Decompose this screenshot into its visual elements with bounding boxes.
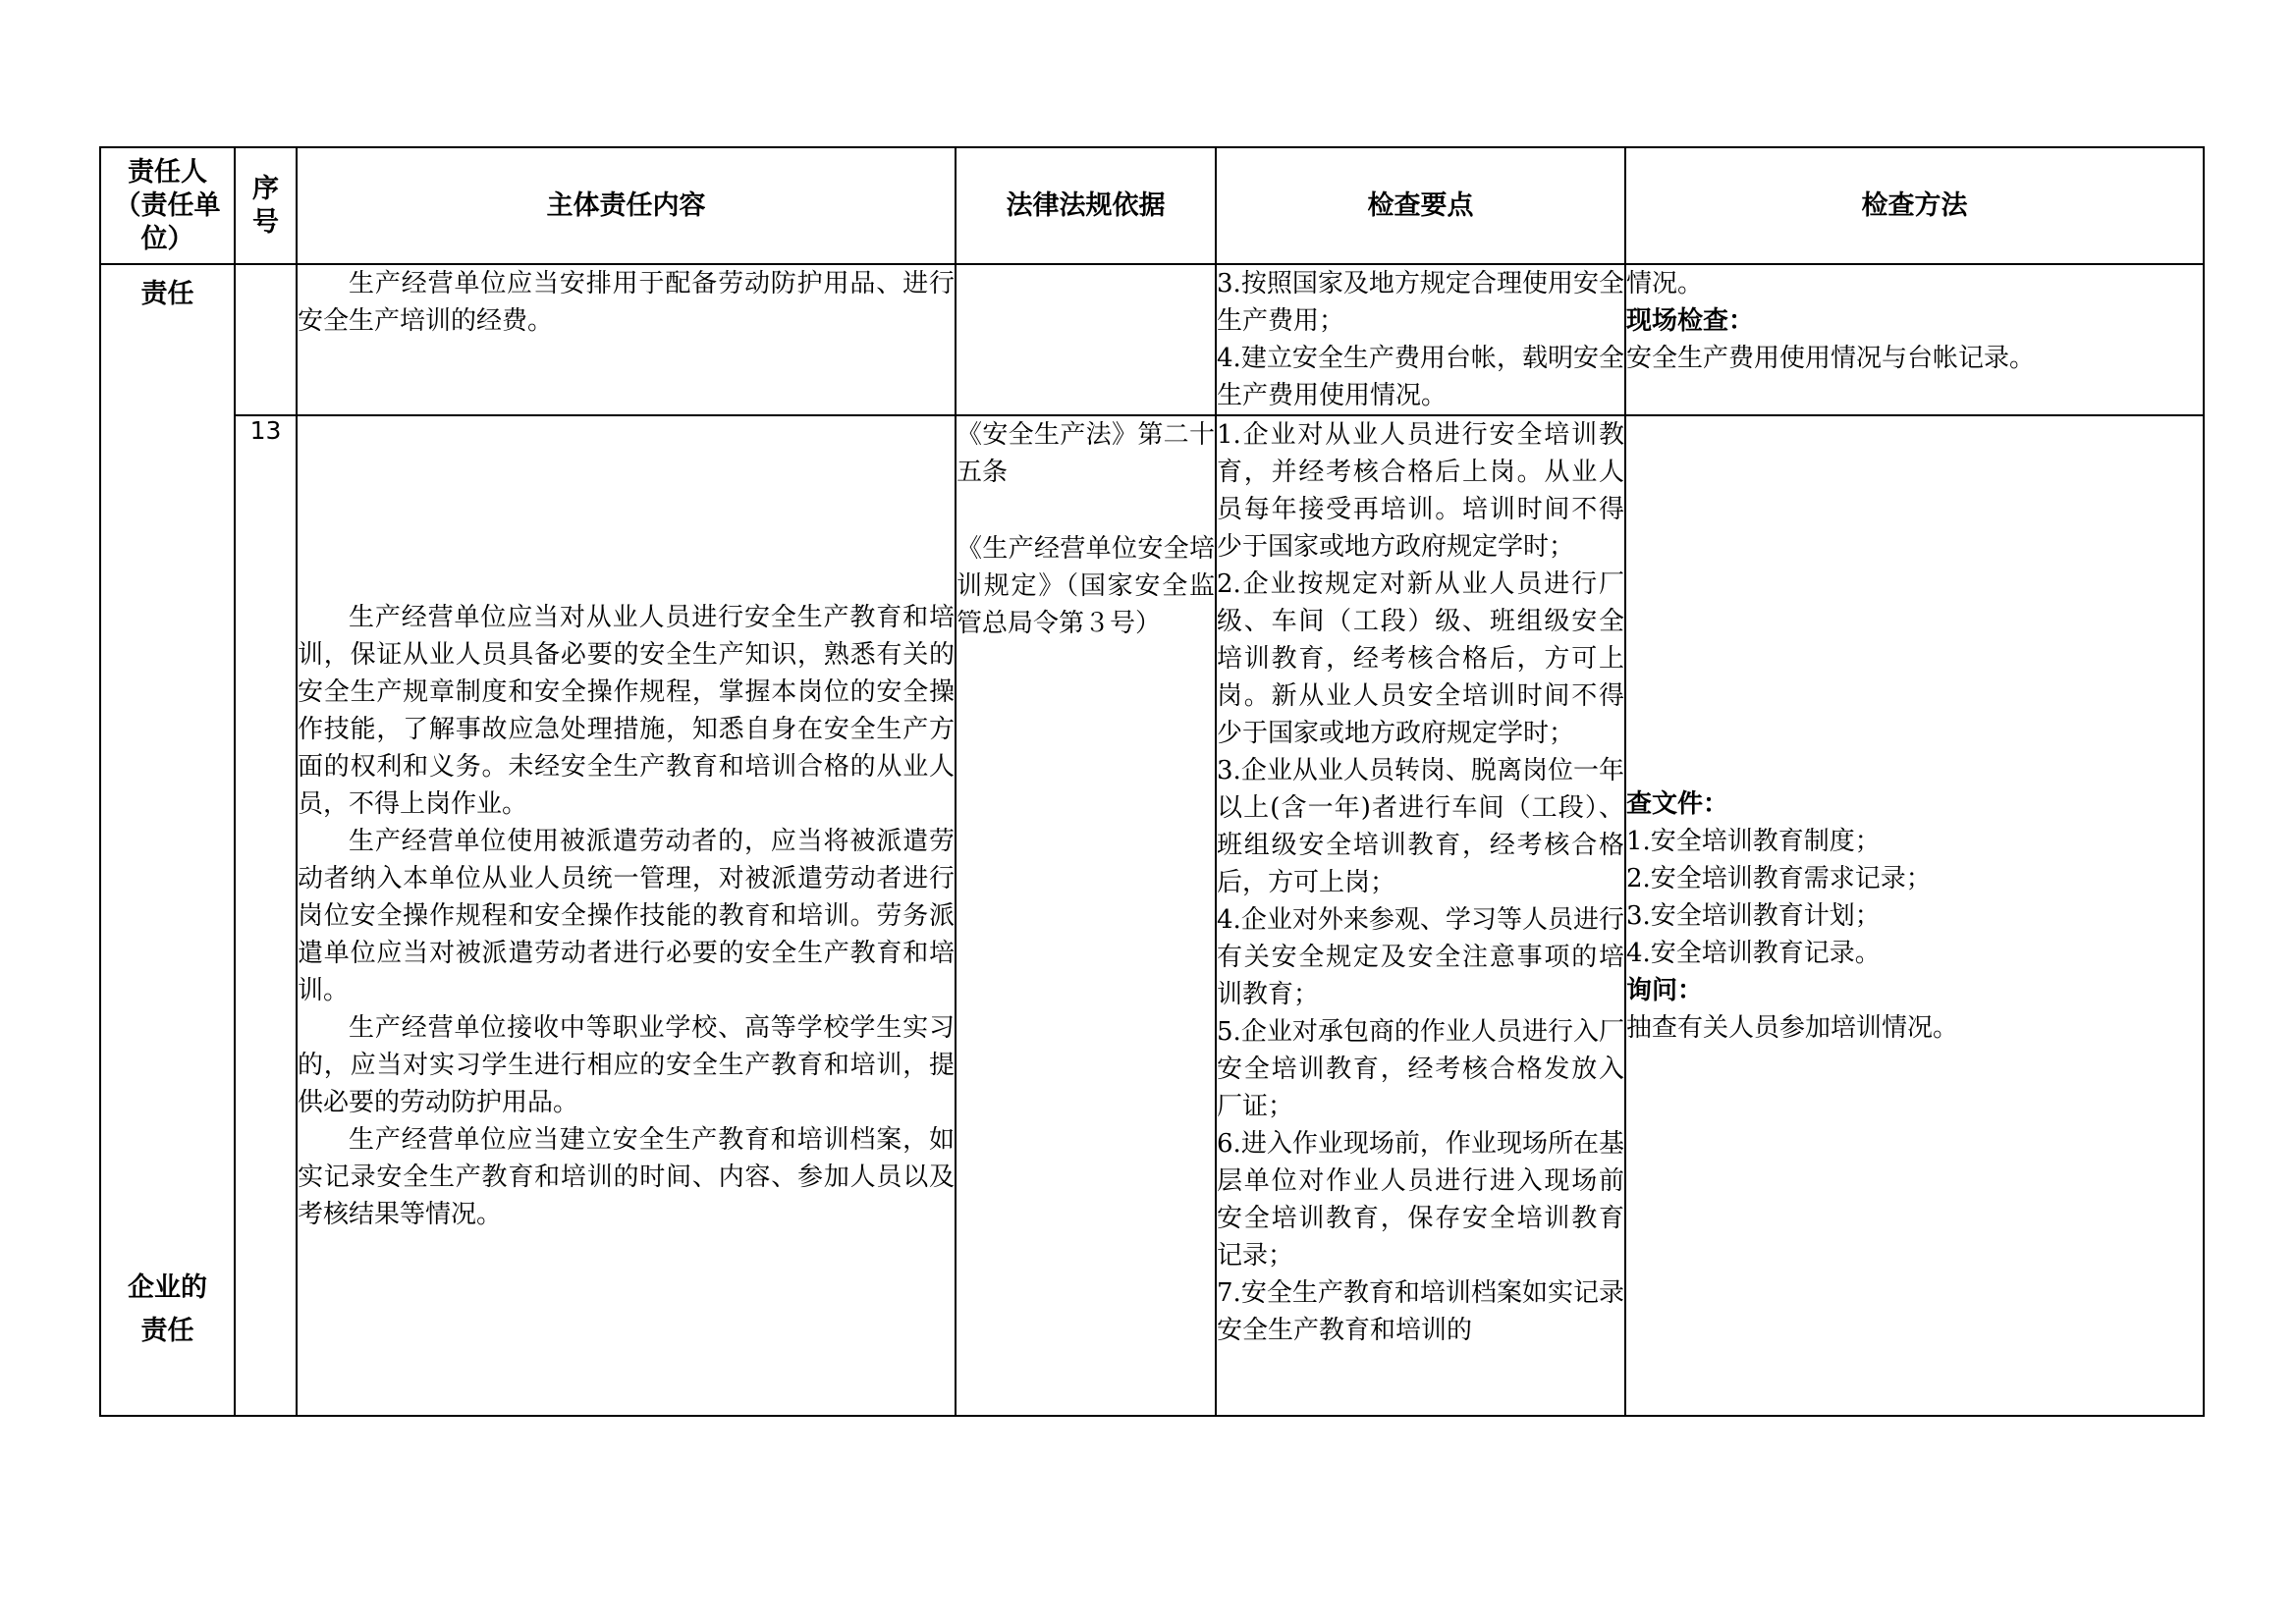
- header-inspection-points: 检查要点: [1216, 147, 1625, 264]
- method-docs-heading: 查文件：: [1626, 788, 1729, 819]
- inspection-method-cell-continued: [1625, 264, 2204, 415]
- method-inquiry-heading: 询问：: [1626, 975, 1704, 1005]
- responsible-top-label: 责任: [140, 279, 194, 309]
- method-doc-item: 1.安全培训教育制度；: [1626, 826, 1881, 856]
- legal-basis-item: 《安全生产法》第二十五条: [957, 420, 1215, 487]
- legal-basis-item: 《生产经营单位安全培训规定》（国家安全监管总局令第３号）: [957, 534, 1215, 638]
- header-responsible: 责任人（责任单位）: [100, 147, 235, 264]
- method-inquiry-text: 抽查有关人员参加培训情况。: [1626, 1012, 1959, 1043]
- responsibility-table: [99, 146, 2205, 1417]
- method-doc-item: 2.安全培训教育需求记录；: [1626, 863, 1932, 893]
- method-doc-item: 3.安全培训教育计划；: [1626, 900, 1881, 931]
- legal-basis-cell-13: [956, 415, 1216, 1416]
- inspection-points-cell-continued: [1216, 264, 1625, 415]
- point-item: 5.企业对承包商的作业人员进行入厂安全培训教育，经考核合格发放入厂证；: [1217, 1017, 1624, 1121]
- inspection-method-cell-13: [1625, 415, 2204, 1416]
- content-paragraph: 生产经营单位接收中等职业学校、高等学校学生实习的，应当对实习学生进行相应的安全生产教育和培训，提供必要的劳动防护用品。: [298, 1012, 955, 1117]
- table-row-13: [100, 415, 2204, 1416]
- header-inspection-method: 检查方法: [1625, 147, 2204, 264]
- point-item: 4.建立安全生产费用台帐，载明安全生产费用使用情况。: [1217, 344, 1624, 410]
- header-content: 主体责任内容: [297, 147, 956, 264]
- table-row-continued: [100, 264, 2204, 415]
- sequence-cell-13: 13: [235, 415, 297, 1416]
- point-item: 7.安全生产教育和培训档案如实记录安全生产教育和培训的: [1217, 1278, 1624, 1345]
- responsible-bottom-line1: 企业的: [128, 1272, 207, 1303]
- table-header-row: [100, 147, 2204, 264]
- point-item: 6.进入作业现场前，作业现场所在基层单位对作业人员进行进入现场前安全培训教育，保存安全培训教育记录；: [1217, 1129, 1624, 1271]
- point-item: 4.企业对外来参观、学习等人员进行有关安全规定及安全注意事项的培训教育；: [1217, 905, 1624, 1009]
- point-item: 1.企业对从业人员进行安全培训教育，并经考核合格后上岗。从业人员每年接受再培训。培训时间不得少于国家或地方政府规定学时；: [1217, 420, 1624, 562]
- point-item: 3.企业从业人员转岗、脱离岗位一年以上(含一年)者进行车间（工段）、班组级安全培训教育，经考核合格后，方可上岗；: [1217, 756, 1624, 897]
- content-cell-continued: [297, 264, 956, 415]
- sequence-cell-continued: [235, 264, 297, 415]
- responsible-bottom-line2: 责任: [140, 1316, 194, 1346]
- method-onsite-heading: 现场检查：: [1626, 306, 1755, 336]
- responsible-bottom-label: [101, 1267, 234, 1353]
- content-paragraph: 生产经营单位应当安排用于配备劳动防护用品、进行安全生产培训的经费。: [298, 269, 955, 336]
- point-item: 3.按照国家及地方规定合理使用安全生产费用；: [1217, 269, 1624, 336]
- responsible-cell: [100, 264, 235, 1416]
- legal-basis-spacer: [957, 491, 1215, 530]
- content-paragraph: 生产经营单位使用被派遣劳动者的，应当将被派遣劳动者纳入本单位从业人员统一管理，对被派遣劳动者进行岗位安全操作规程和安全操作技能的教育和培训。劳务派遣单位应当对被派遣劳动者进行必要的安全生产教育和培训。: [298, 826, 955, 1005]
- header-sequence: 序号: [235, 147, 297, 264]
- content-paragraph: 生产经营单位应当建立安全生产教育和培训档案，如实记录安全生产教育和培训的时间、内容、参加人员以及考核结果等情况。: [298, 1124, 955, 1229]
- point-item: 2.企业按规定对新从业人员进行厂级、车间（工段）级、班组级安全培训教育，经考核合格后，方可上岗。新从业人员安全培训时间不得少于国家或地方政府规定学时；: [1217, 569, 1624, 748]
- content-cell-13: [297, 415, 956, 1416]
- content-paragraph: 生产经营单位应当对从业人员进行安全生产教育和培训，保证从业人员具备必要的安全生产知识，熟悉有关的安全生产规章制度和安全操作规程，掌握本岗位的安全操作技能，了解事故应急处理措施，知悉自身在安全生产方面的权利和义务。未经安全生产教育和培训合格的从业人员，不得上岗作业。: [298, 602, 955, 819]
- method-onsite-text: 安全生产费用使用情况与台帐记录。: [1626, 344, 2036, 373]
- header-legal-basis: 法律法规依据: [956, 147, 1216, 264]
- method-doc-item: 4.安全培训教育记录。: [1626, 938, 1881, 968]
- method-continued-text: 情况。: [1626, 269, 1704, 298]
- legal-basis-cell-continued: [956, 264, 1216, 415]
- inspection-points-cell-13: [1216, 415, 1625, 1416]
